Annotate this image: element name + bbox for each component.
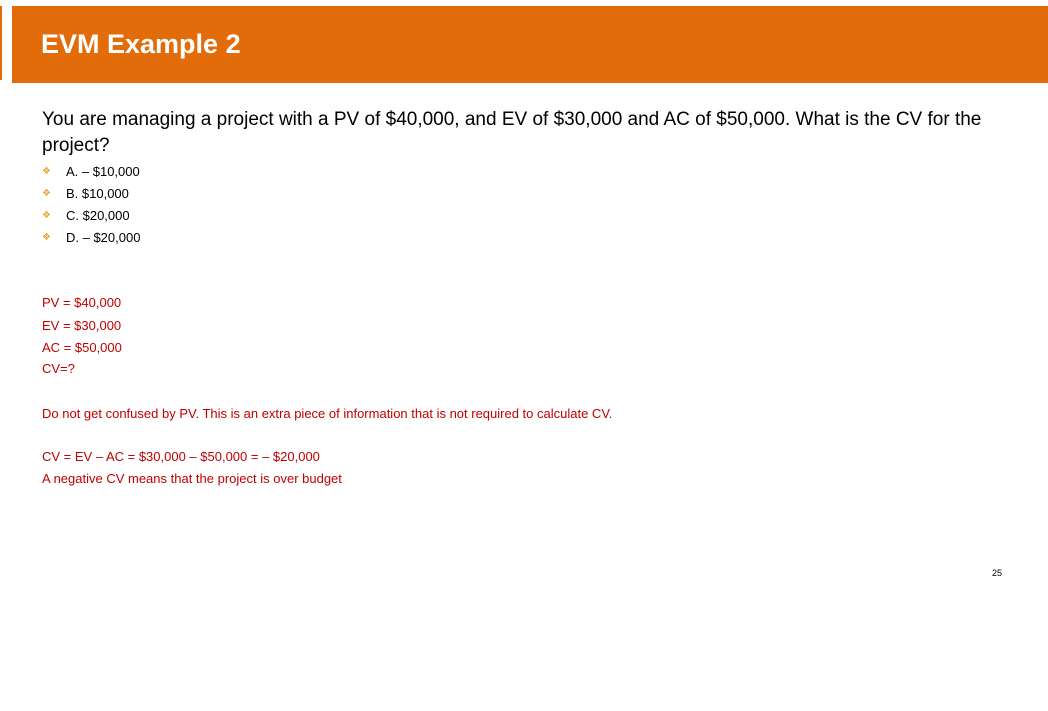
question-text: You are managing a project with a PV of $40,000, and EV of $30,000 and AC of $50,000. What is the CV for the project? bbox=[42, 109, 982, 156]
option-item bbox=[42, 207, 140, 229]
slide-number: 25 bbox=[992, 568, 1003, 578]
diamond-bullet-icon: ❖ bbox=[42, 232, 51, 243]
note-text: Do not get confused by PV. This is an extra piece of information that is not required to calculate CV. bbox=[42, 406, 613, 421]
given-ac: AC = $50,000 bbox=[42, 340, 122, 355]
option-item bbox=[42, 185, 140, 207]
diamond-bullet-icon: ❖ bbox=[42, 210, 51, 221]
diamond-bullet-icon: ❖ bbox=[42, 166, 51, 177]
conclusion-text: A negative CV means that the project is over budget bbox=[42, 471, 342, 486]
given-cv: CV=? bbox=[42, 361, 75, 376]
left-accent-rule bbox=[0, 6, 2, 80]
option-label: B. $10,000 bbox=[66, 186, 129, 201]
option-item bbox=[42, 229, 140, 251]
answer-options bbox=[42, 163, 140, 251]
diamond-bullet-icon: ❖ bbox=[42, 188, 51, 199]
option-item bbox=[42, 163, 140, 185]
option-label: A. – $10,000 bbox=[66, 164, 140, 179]
given-pv: PV = $40,000 bbox=[42, 295, 122, 310]
option-label: C. $20,000 bbox=[66, 208, 130, 223]
given-ev: EV = $30,000 bbox=[42, 318, 122, 333]
formula-text: CV = EV – AC = $30,000 – $50,000 = – $20,000 bbox=[42, 449, 320, 464]
option-label: D. – $20,000 bbox=[66, 230, 141, 245]
title-bar bbox=[12, 6, 1048, 83]
slide-title: EVM Example 2 bbox=[41, 29, 241, 59]
